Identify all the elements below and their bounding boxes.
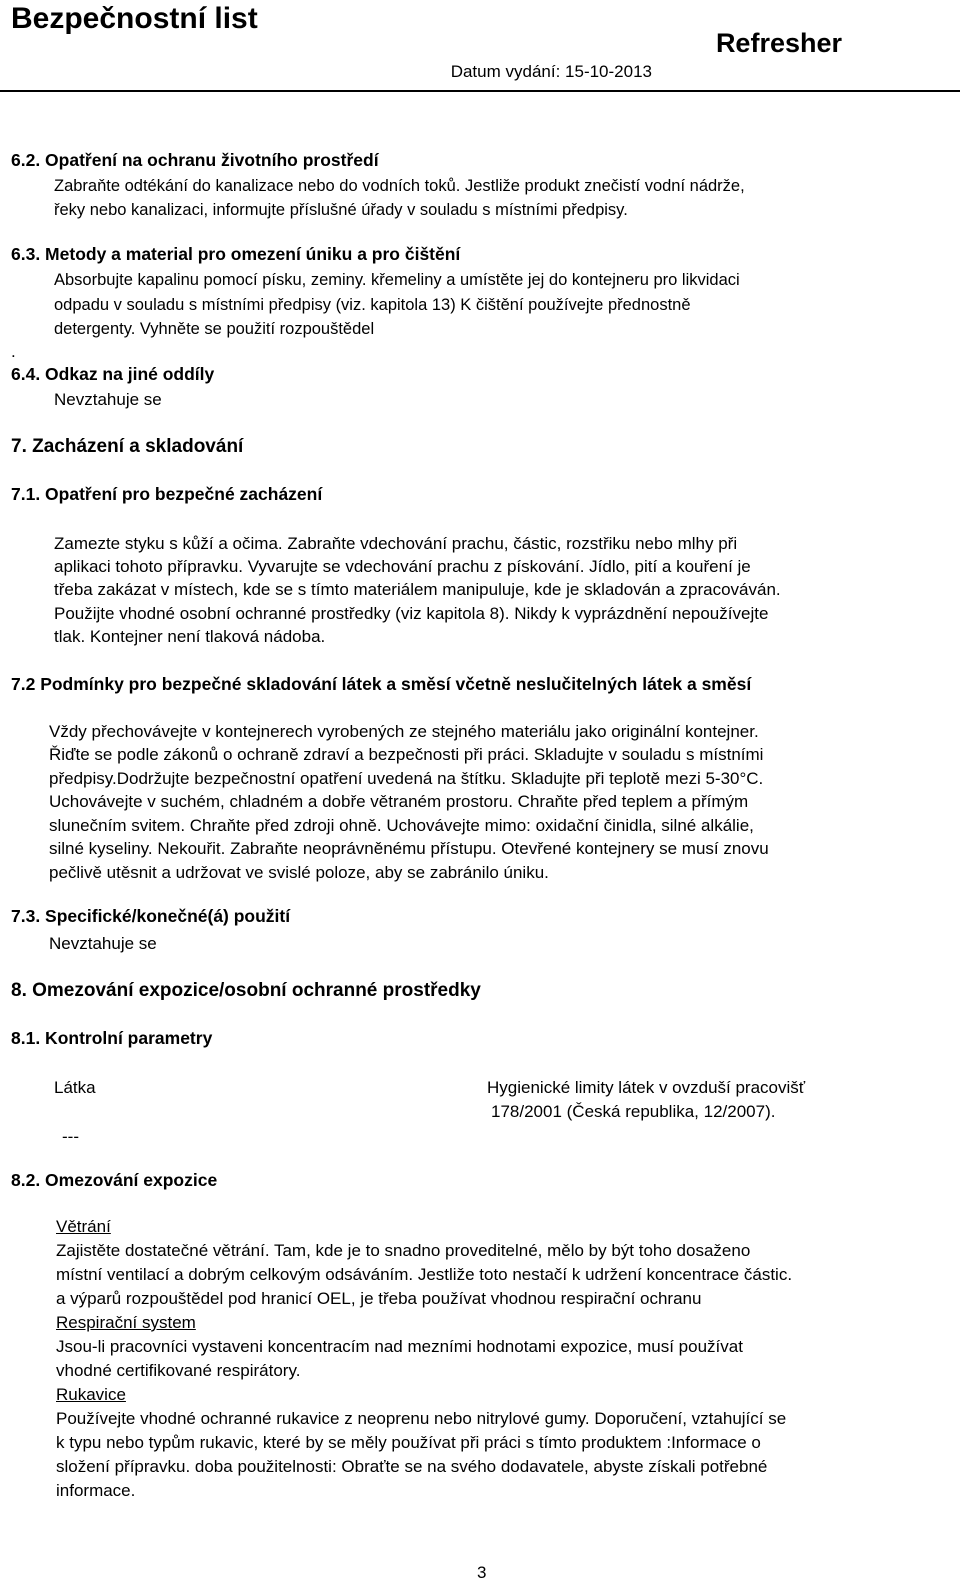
page-number: 3: [477, 1563, 487, 1582]
ventilation-line: místní ventilací a dobrým celkovým odsáváním. Jestliže toto nestačí k udržení koncentrace částic.: [56, 1265, 793, 1284]
section-6-4-heading: 6.4. Odkaz na jiné oddíly: [11, 364, 215, 384]
ventilation-label: Větrání: [56, 1217, 111, 1236]
section-6-4-text: Nevztahuje se: [54, 390, 162, 409]
section-7-2-line: předpisy.Dodržujte bezpečnostní opatření uvedená na štítku. Skladujte při teplotě mezi 5-30°C.: [49, 769, 764, 788]
stray-dot: .: [11, 342, 16, 361]
limits-table-header-substance: Látka: [54, 1078, 96, 1097]
section-7-2-line: pečlivě utěsnit a udržovat ve svislé poloze, aby se zabránilo úniku.: [49, 863, 549, 882]
section-7-1-line: třeba zakázat v místech, kde se s tímto materiálem manipuluje, kde je skladován a zpracováván.: [54, 580, 781, 599]
section-7-2-line: Řiďte se podle zákonů o ochraně zdraví a bezpečnosti při práci. Skladujte v souladu s místními: [49, 745, 764, 764]
limits-table-substance-value: ---: [62, 1127, 79, 1146]
section-7-1-line: Zamezte styku s kůží a očima. Zabraňte vdechování prachu, částic, rozstřiku nebo mlhy při: [54, 534, 738, 553]
section-7-2-heading: 7.2 Podmínky pro bezpečné skladování látek a směsí včetně neslučitelných látek a směsí: [11, 674, 752, 694]
section-7-heading: 7. Zacházení a skladování: [11, 436, 244, 457]
section-8-2-heading: 8.2. Omezování expozice: [11, 1170, 218, 1190]
section-6-3-line: detergenty. Vyhněte se použití rozpouštědel: [54, 320, 375, 338]
section-7-2-line: slunečním svitem. Chraňte před zdroji ohně. Uchovávejte mimo: oxidační činidla, silné alkálie,: [49, 816, 754, 835]
section-6-2-line: řeky nebo kanalizaci, informujte příslušné úřady v souladu s místními předpisy.: [54, 201, 628, 219]
section-8-heading: 8. Omezování expozice/osobní ochranné prostředky: [11, 980, 481, 1001]
document-title: Bezpečnostní list: [11, 2, 258, 35]
section-6-2-line: Zabraňte odtékání do kanalizace nebo do vodních toků. Jestliže produkt znečistí vodní nádrže,: [54, 177, 745, 195]
respiratory-line: Jsou-li pracovníci vystaveni koncentracím nad mezními hodnotami expozice, musí používat: [56, 1337, 743, 1356]
gloves-line: Používejte vhodné ochranné rukavice z neoprenu nebo nitrylové gumy. Doporučení, vztahující se: [56, 1409, 787, 1428]
section-6-2-heading: 6.2. Opatření na ochranu životního prostředí: [11, 150, 379, 170]
respiratory-line: vhodné certifikované respirátory.: [56, 1361, 301, 1380]
header-divider: [0, 90, 960, 92]
ventilation-line: Zajistěte dostatečné větrání. Tam, kde je to snadno proveditelné, mělo by být toho dosaženo: [56, 1241, 751, 1260]
section-7-1-line: tlak. Kontejner není tlaková nádoba.: [54, 627, 326, 646]
section-6-3-line: odpadu v souladu s místními předpisy (viz. kapitola 13) K čištění používejte přednostně: [54, 296, 691, 314]
section-7-3-heading: 7.3. Specifické/konečné(á) použití: [11, 906, 291, 926]
gloves-label: Rukavice: [56, 1385, 126, 1404]
ventilation-line: a výparů rozpouštědel pod hranicí OEL, je třeba používat vhodnou respirační ochranu: [56, 1289, 702, 1308]
section-7-2-line: Uchovávejte v suchém, chladném a dobře větraném prostoru. Chraňte před teplem a přímým: [49, 792, 749, 811]
gloves-line: k typu nebo typům rukavic, které by se měly používat při práci s tímto produktem :Informace o: [56, 1433, 761, 1452]
section-7-1-line: aplikaci tohoto přípravku. Vyvarujte se vdechování prachu z pískování. Jídlo, pití a kouření je: [54, 557, 751, 576]
gloves-line: informace.: [56, 1481, 136, 1500]
section-7-1-heading: 7.1. Opatření pro bezpečné zacházení: [11, 484, 323, 504]
section-7-2-line: silné kyseliny. Nekouřit. Zabraňte neoprávněnému přístupu. Otevřené kontejnery se musí znovu: [49, 839, 769, 858]
product-name: Refresher: [715, 28, 842, 58]
section-8-1-heading: 8.1. Kontrolní parametry: [11, 1028, 213, 1048]
respiratory-label: Respirační system: [56, 1313, 196, 1332]
limits-table-header-limits: Hygienické limity látek v ovzduší pracovišť: [487, 1078, 806, 1097]
section-6-3-line: Absorbujte kapalinu pomocí písku, zeminy. křemeliny a umístěte jej do kontejneru pro likvidaci: [54, 271, 740, 289]
section-7-3-text: Nevztahuje se: [49, 934, 157, 953]
section-7-2-line: Vždy přechovávejte v kontejnerech vyrobených ze stejného materiálu jako originální kontejner.: [49, 722, 759, 741]
gloves-line: složení přípravku. doba použitelnosti: Obraťte se na svého dodavatele, abyste získali potřebné: [56, 1457, 768, 1476]
limits-table-header-limits-ref: 178/2001 (Česká republika, 12/2007).: [491, 1102, 776, 1121]
issue-date: Datum vydání: 15-10-2013: [450, 62, 652, 81]
section-6-3-heading: 6.3. Metody a material pro omezení úniku a pro čištění: [11, 244, 461, 264]
section-7-1-line: Použijte vhodné osobní ochranné prostředky (viz kapitola 8). Nikdy k vyprázdnění nepoužívejte: [54, 604, 769, 623]
